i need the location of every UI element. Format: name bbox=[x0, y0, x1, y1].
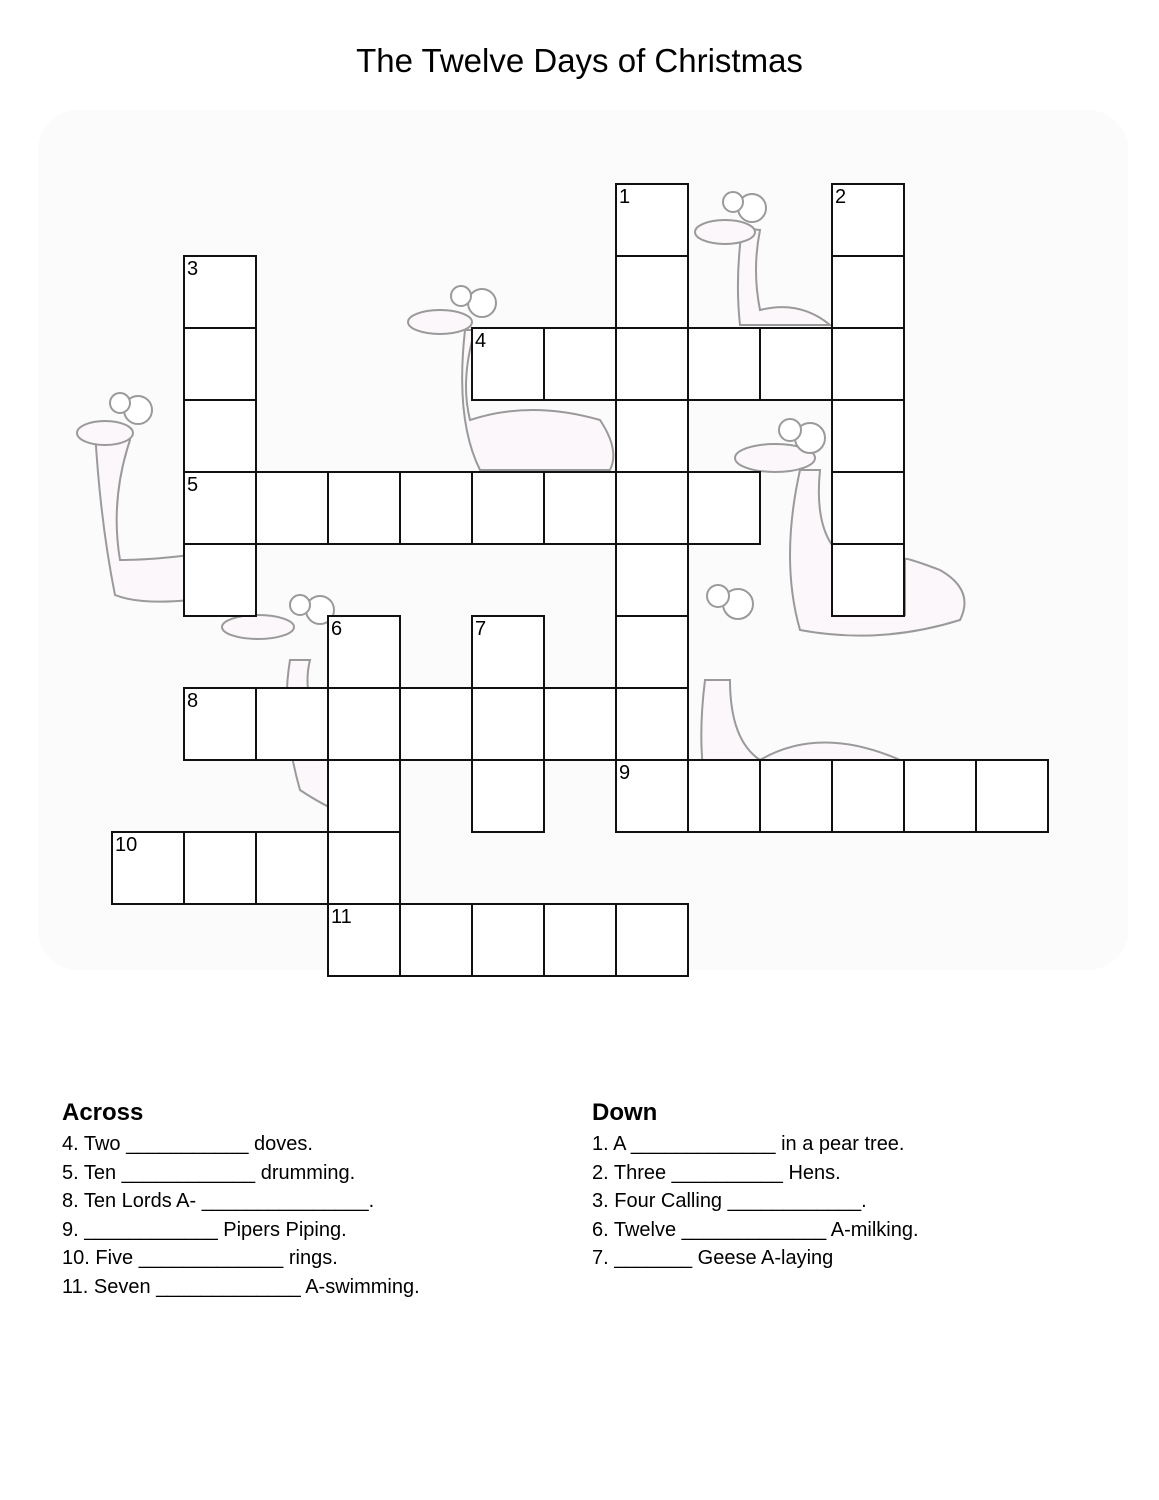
down-clues bbox=[592, 1098, 919, 1273]
grid-cell[interactable] bbox=[255, 471, 329, 545]
grid-cell[interactable] bbox=[615, 255, 689, 329]
grid-cell[interactable] bbox=[831, 255, 905, 329]
grid-cell[interactable] bbox=[687, 327, 761, 401]
grid-cell[interactable] bbox=[327, 759, 401, 833]
clue-number: 8 bbox=[187, 690, 199, 712]
grid-cell[interactable] bbox=[327, 615, 401, 689]
clue-number: 1 bbox=[619, 186, 631, 208]
grid-cell[interactable] bbox=[831, 759, 905, 833]
clue-number: 7 bbox=[475, 618, 487, 640]
grid-cell[interactable] bbox=[615, 759, 689, 833]
grid-cell[interactable] bbox=[183, 399, 257, 473]
grid-cell[interactable] bbox=[471, 903, 545, 977]
grid-cell[interactable] bbox=[615, 471, 689, 545]
across-clues bbox=[62, 1098, 420, 1301]
grid-cell[interactable] bbox=[543, 687, 617, 761]
grid-cell[interactable] bbox=[615, 903, 689, 977]
grid-cell[interactable] bbox=[831, 327, 905, 401]
down-clue-3: 3. Four Calling ____________. bbox=[592, 1190, 867, 1212]
grid-cell[interactable] bbox=[183, 471, 257, 545]
grid-cell[interactable] bbox=[255, 687, 329, 761]
clue-number: 5 bbox=[187, 474, 199, 496]
grid-cell[interactable] bbox=[255, 831, 329, 905]
clue-number: 9 bbox=[619, 762, 631, 784]
grid-cell[interactable] bbox=[399, 903, 473, 977]
grid-cell[interactable] bbox=[831, 183, 905, 257]
down-heading: Down bbox=[592, 1099, 658, 1126]
across-clue-8: 8. Ten Lords A- _______________. bbox=[62, 1190, 375, 1212]
grid-cell[interactable] bbox=[759, 759, 833, 833]
grid-cell[interactable] bbox=[399, 687, 473, 761]
grid-cell[interactable] bbox=[615, 687, 689, 761]
grid-cell[interactable] bbox=[831, 543, 905, 617]
across-clue-5: 5. Ten ____________ drumming. bbox=[62, 1161, 356, 1184]
grid-cell[interactable] bbox=[471, 759, 545, 833]
grid-cell[interactable] bbox=[975, 759, 1049, 833]
across-clue-11: 11. Seven _____________ A-swimming. bbox=[62, 1275, 420, 1298]
grid-cell[interactable] bbox=[399, 471, 473, 545]
grid-cell[interactable] bbox=[831, 399, 905, 473]
grid-cell[interactable] bbox=[903, 759, 977, 833]
down-clue-2: 2. Three __________ Hens. bbox=[592, 1161, 841, 1184]
grid-cell[interactable] bbox=[615, 543, 689, 617]
grid-cell[interactable] bbox=[183, 543, 257, 617]
clue-number: 11 bbox=[331, 906, 352, 928]
grid-cell[interactable] bbox=[183, 831, 257, 905]
grid-cell[interactable] bbox=[183, 327, 257, 401]
grid-cell[interactable] bbox=[831, 471, 905, 545]
down-clue-6: 6. Twelve _____________ A-milking. bbox=[592, 1218, 919, 1241]
grid-cell[interactable] bbox=[471, 615, 545, 689]
grid-cell[interactable] bbox=[327, 687, 401, 761]
clue-number: 4 bbox=[475, 330, 487, 352]
clue-number: 2 bbox=[835, 186, 847, 208]
across-clue-4: 4. Two ___________ doves. bbox=[62, 1133, 313, 1155]
down-clue-1: 1. A _____________ in a pear tree. bbox=[592, 1133, 905, 1155]
grid-cell[interactable] bbox=[759, 327, 833, 401]
page-title: The Twelve Days of Christmas bbox=[356, 42, 803, 79]
clue-number: 3 bbox=[187, 258, 199, 280]
grid-cell[interactable] bbox=[687, 471, 761, 545]
grid-cell[interactable] bbox=[615, 399, 689, 473]
down-clue-7: 7. _______ Geese A-laying bbox=[592, 1247, 834, 1269]
grid-cell[interactable] bbox=[615, 183, 689, 257]
grid-cell[interactable] bbox=[327, 831, 401, 905]
grid-cell[interactable] bbox=[471, 687, 545, 761]
across-heading: Across bbox=[62, 1099, 144, 1126]
grid-cell[interactable] bbox=[183, 687, 257, 761]
grid-cell[interactable] bbox=[327, 471, 401, 545]
clue-number: 10 bbox=[115, 834, 138, 856]
grid-cell[interactable] bbox=[543, 903, 617, 977]
grid-cell[interactable] bbox=[111, 831, 185, 905]
grid-cell[interactable] bbox=[543, 327, 617, 401]
grid-cell[interactable] bbox=[687, 759, 761, 833]
grid-cell[interactable] bbox=[183, 255, 257, 329]
grid-cell[interactable] bbox=[543, 471, 617, 545]
grid-cell[interactable] bbox=[615, 615, 689, 689]
grid-cell[interactable] bbox=[615, 327, 689, 401]
grid-cell[interactable] bbox=[471, 471, 545, 545]
grid-cell[interactable] bbox=[327, 903, 401, 977]
clue-number: 6 bbox=[331, 618, 343, 640]
across-clue-10: 10. Five _____________ rings. bbox=[62, 1247, 338, 1269]
across-clue-9: 9. ____________ Pipers Piping. bbox=[62, 1218, 347, 1241]
grid-cell[interactable] bbox=[471, 327, 545, 401]
